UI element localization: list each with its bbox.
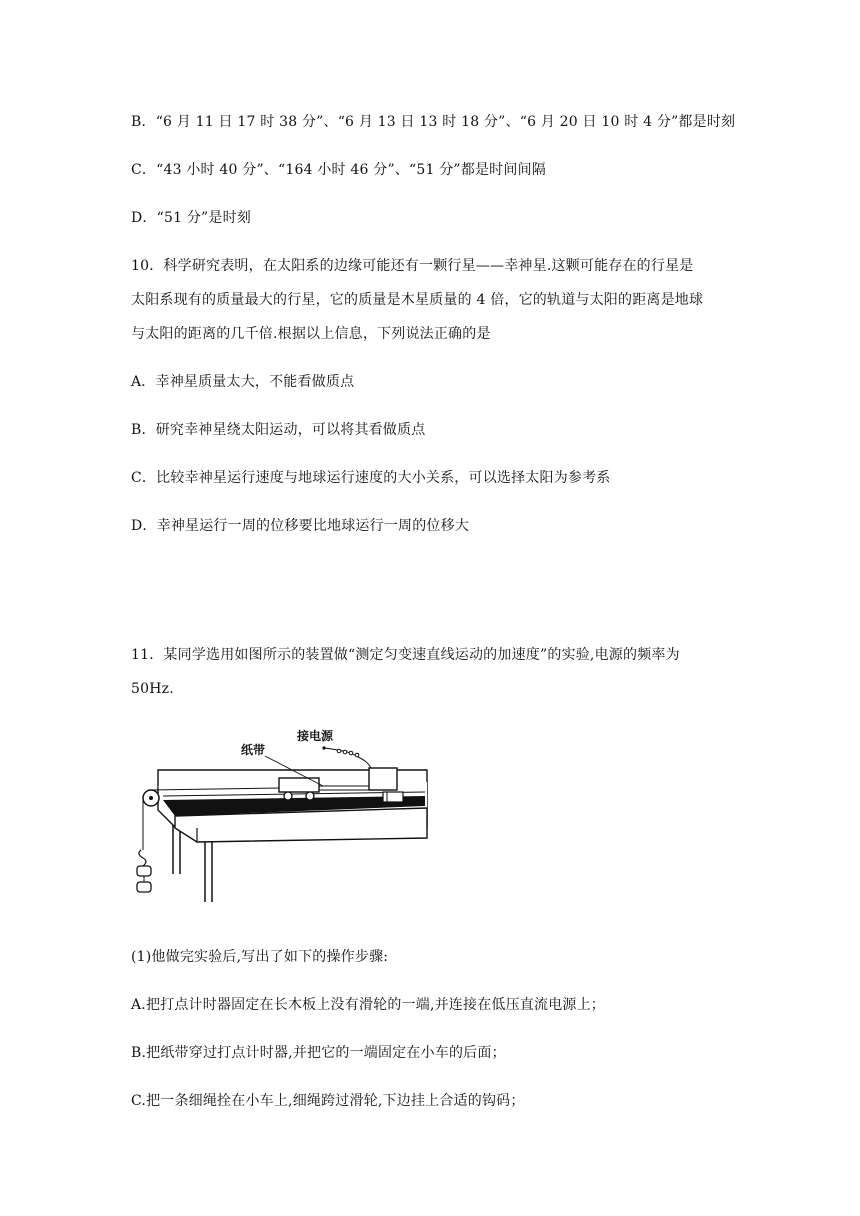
q10-option-d: D．幸神星运行一周的位移要比地球运行一周的位移大 xyxy=(131,518,470,534)
experiment-apparatus-figure xyxy=(131,724,431,904)
q10-option-a: A．幸神星质量太大，不能看做质点 xyxy=(131,374,355,390)
q10-option-b: B．研究幸神星绕太阳运动，可以将其看做质点 xyxy=(131,422,426,438)
apparatus-diagram xyxy=(131,724,431,904)
q10-stem-line-2: 太阳系现有的质量最大的行星，它的质量是木星质量的 4 倍，它的轨道与太阳的距离是地球 xyxy=(131,292,704,308)
q10-stem-line-3: 与太阳的距离的几千倍.根据以上信息，下列说法正确的是 xyxy=(131,326,491,342)
q9-option-c: C．“43 小时 40 分”、“164 小时 46 分”、“51 分”都是时间间隔 xyxy=(131,162,546,178)
tape-label: 纸带 xyxy=(241,743,266,757)
hook-weights xyxy=(137,850,151,892)
q11-stem-line-2: 50Hz. xyxy=(131,681,174,697)
q10-stem-line-1: 10．科学研究表明，在太阳系的边缘可能还有一颗行星——幸神星.这颗可能存在的行星是 xyxy=(131,258,694,274)
q9-option-d: D．“51 分”是时刻 xyxy=(131,210,252,226)
q10-option-c: C．比较幸神星运行速度与地球运行速度的大小关系，可以选择太阳为参考系 xyxy=(131,470,611,486)
power-label: 接电源 xyxy=(297,729,334,743)
q11-sub1: (1)他做完实验后,写出了如下的操作步骤: xyxy=(131,949,389,965)
q11-step-b: B.把纸带穿过打点计时器,并把它的一端固定在小车的后面； xyxy=(131,1045,506,1061)
q11-stem-line-1: 11．某同学选用如图所示的装置做“测定匀变速直线运动的加速度”的实验,电源的频率为 xyxy=(131,647,680,663)
q11-step-c: C.把一条细绳拴在小车上,细绳跨过滑轮,下边挂上合适的钩码； xyxy=(131,1093,525,1109)
q9-option-b: B．“6 月 11 日 17 时 38 分”、“6 月 13 日 13 时 18 分”、“6 月 20 日 10 时 4 分”都是时刻 xyxy=(131,114,736,130)
q11-step-a: A.把打点计时器固定在长木板上没有滑轮的一端,并连接在低压直流电源上； xyxy=(131,997,606,1013)
